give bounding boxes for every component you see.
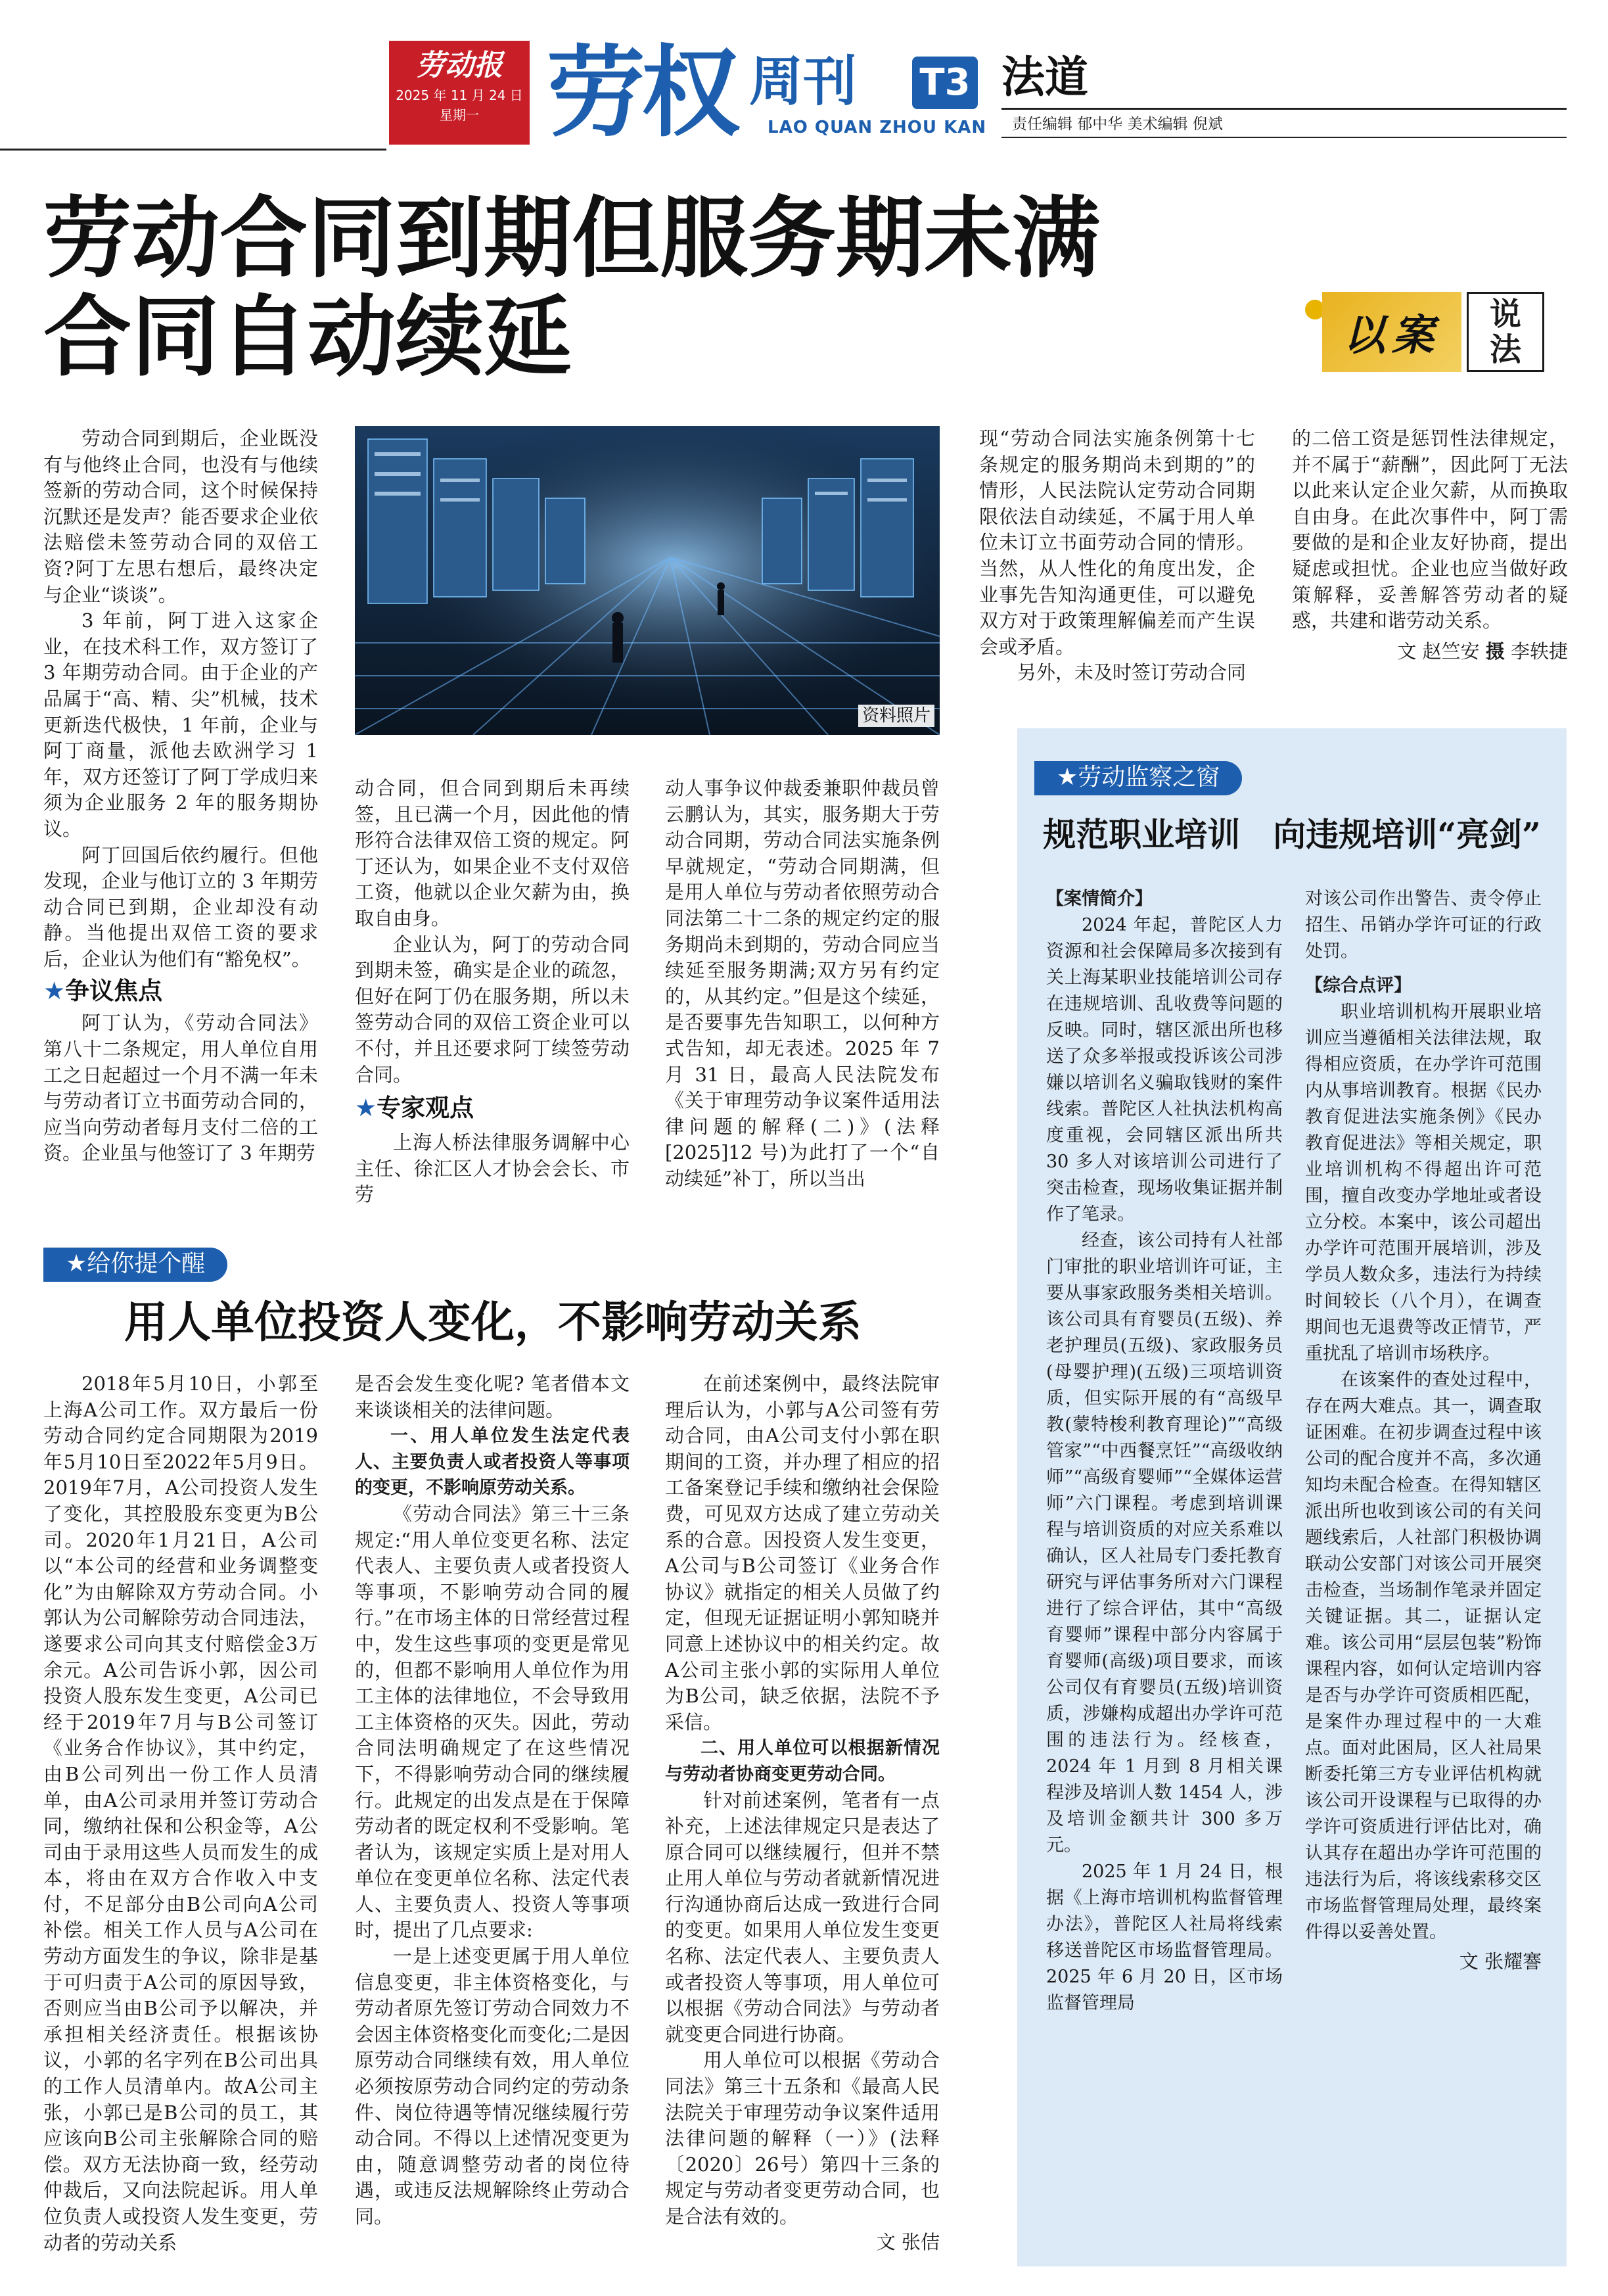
byline-photographer: 李轶捷 <box>1510 640 1568 663</box>
person-silhouette <box>612 623 623 663</box>
labor-paragraph: 在该案件的查处过程中，存在两大难点。其一，调查取证困难。在初步调查过程中该公司的配合度并不高，多次通知均未配合检查。在得知辖区派出所也收到该公司的有关问题线索后，人社部门积极协调联动公安部门对该公司开展突击检查，当场制作笔录并固定关键证据。其二，证据认定难。该公司用“层层包装”粉饰课程内容，如何认定培训内容是否与办学许可资质相匹配，是案件办理过程中的一大难点。面对此困局，区人社局果断委托第三方专业评估机构就该公司开设课程与已取得的办学许可资质进行评估比对，确认其存在超出办学许可范围的违法行为后，将该线索移交区市场监督管理局处理，最终案件得以妥善处置。 <box>1305 1370 1542 1942</box>
reminder-paragraph: 针对前述案例，笔者有一点补充，上述法律规定只是表达了原合同可以继续履行，但并不禁止用人单位与劳动者就新情况进行沟通协商后达成一致进行合同的变更。如果用人单位发生变更名称、法定代表人、主要负责人或者投资人等事项，用人单位可以根据《劳动合同法》与劳动者就变更合同进行协商。 <box>665 1789 940 2046</box>
lead-col-5 <box>1292 426 1568 665</box>
star-icon: ★ <box>43 977 66 1006</box>
lead-headline-line2: 合同自动续延 <box>43 286 572 388</box>
labor-byline: 文 张耀謇 <box>1459 1950 1542 1973</box>
section-name: 法道 <box>1001 52 1088 103</box>
lead-paragraph: 企业认为，阿丁的劳动合同到期未签，确实是企业的疏忽，但好在阿丁仍在服务期，所以未签劳动合同的双倍工资企业可以不付，并且还要求阿丁续签劳动合同。 <box>355 933 630 1086</box>
labor-paragraph: 对该公司作出警告、责令停止招生、吊销办学许可证的行政处罚。 <box>1305 889 1542 962</box>
header-rule-left <box>0 149 386 151</box>
reminder-tag: ★给你提个醒 <box>43 1248 227 1282</box>
lead-byline <box>1292 638 1568 665</box>
lead-paragraph: 3 年前，阿丁进入这家企业，在技术科工作，双方签订了 3 年期劳动合同。由于企业的产品属于“高、精、尖”机械，技术更新迭代极快，1 年前，企业与阿丁商量，派他去欧洲学习 1 年，双方还签订了阿丁学成归来须为企业服务 2 年的服务期协议。 <box>43 609 325 840</box>
masthead <box>0 0 1608 158</box>
brand-main: 劳权 <box>547 36 737 151</box>
edition-badge: T3 <box>912 57 978 109</box>
lead-col-1 <box>43 426 325 1167</box>
labor-paragraph: 2025 年 1 月 24 日，根据《上海市培训机构监督管理办法》，普陀区人社局将线索移送普陀区市场监督管理局。2025 年 6 月 20 日，区市场监督管理局 <box>1046 1862 1283 2013</box>
badge-text: 说法 <box>1489 296 1521 368</box>
reminder-subheading: 一、用人单位发生法定代表人、主要负责人或者投资人等事项的变更，不影响原劳动关系。 <box>355 1426 630 1499</box>
labor-box-tag: ★劳动监察之窗 <box>1034 761 1242 795</box>
byline-writer: 文 赵竺安 <box>1397 640 1480 663</box>
reminder-paragraph: 一是上述变更属于用人单位信息变更，非主体资格变化，与劳动者原先签订劳动合同效力不会因主体资格变化而变化;二是因原劳动合同继续有效，用人单位必须按原劳动合同约定的劳动条件、岗位待遇等情况继续履行劳动合同。不得以上述情况变更为由，随意调整劳动者的岗位待遇，或违反法规解除终止劳动合同。 <box>355 1945 630 2228</box>
case-label: 【案情简介】 <box>1046 889 1153 909</box>
editors-credit: 责任编辑 郁中华 美术编辑 倪斌 <box>1012 116 1223 133</box>
badge-text-box <box>1467 292 1544 372</box>
heading-focus <box>43 975 318 1008</box>
lead-paragraph: 的二倍工资是惩罚性法律规定，并不属于“薪酬”，因此阿丁无法以此来认定企业欠薪，从而换取自由身。在此次事件中，阿丁需要做的是和企业友好协商，提出疑虑或担忧。企业也应当做好政策解释，妥善解答劳动者的疑惑，共建和谐劳动关系。 <box>1292 427 1568 632</box>
lead-col-4 <box>979 426 1255 686</box>
labor-paragraph: 经查，该公司持有人社部门审批的职业培训许可证，主要从事家政服务类相关培训。该公司具有育婴员(五级)、养老护理员(五级)、家政服务员(母婴护理)(五级)三项培训资质，但实际开展的有“高级早教(蒙特梭利教育理论)”“高级管家”“中西餐烹饪”“高级收纳师”“高级育婴师”“全媒体运营师”六门课程。考虑到培训课程与培训资质的对应关系难以确认，区人社局专门委托教育研究与评估事务所对六门课程进行了综合评估，其中“高级育婴师”课程中部分内容属于育婴师(高级)项目要求，而该公司仅有育婴员(五级)培训资质，涉嫌构成超出办学许可范围的违法行为。经核查，2024 年 1 月到 8 月相关课程涉及培训人数 1454 人，涉及培训金额共计 300 多万元。 <box>1046 1230 1283 1856</box>
reminder-col-1 <box>43 1371 318 2256</box>
reminder-byline: 文 张佶 <box>876 2230 940 2253</box>
labor-box <box>1017 728 1567 2266</box>
byline-photo-label: 摄 <box>1485 640 1505 663</box>
labor-box-col-right <box>1305 886 1542 1975</box>
lead-paragraph: 阿丁回国后依约履行。但他发现，企业与他订立的 3 年期劳动合同已到期，企业却没有动静。当他提出双倍工资的要求后，企业认为他们有“豁免权”。 <box>43 843 318 970</box>
newspaper-logo <box>389 41 530 145</box>
reminder-col-3 <box>665 1371 940 2255</box>
lead-col-2 <box>355 776 630 1208</box>
labor-box-col-left <box>1046 886 1289 2017</box>
lead-paragraph: 上海人桥法律服务调解中心主任、徐汇区人才协会会长、市劳 <box>355 1131 630 1206</box>
column-badge <box>1305 283 1548 381</box>
labor-box-title: 规范职业培训 向违规培训“亮剑” <box>1043 815 1541 854</box>
data-center-illustration <box>355 426 940 735</box>
reminder-paragraph: 用人单位可以根据《劳动合同法》第三十五条和《最高人民法院关于审理劳动争议案件适用法律问题的解释（一）》(法释〔2020〕26号）第四十三条的规定与劳动者变更劳动合同，也是合法有效的。 <box>665 2049 940 2228</box>
labor-paragraph: 2024 年起，普陀区人力资源和社会保障局多次接到有关上海某职业技能培训公司存在违规培训、乱收费等问题的反映。同时，辖区派出所也移送了众多举报或投诉该公司涉嫌以培训名义骗取钱财的案件线索。普陀区人社执法机构高度重视，会同辖区派出所共 30 多人对该培训公司进行了突击检查，现场收集证据并制作了笔录。 <box>1046 915 1289 1225</box>
lead-paragraph: 现“劳动合同法实施条例第十七条规定的服务期尚未到期的”的情形，人民法院认定劳动合同期限依法自动续延，不属于用人单位未订立书面劳动合同的情形。当然，从人性化的角度出发，企业事先告知沟通更佳，可以避免双方对于政策理解偏差而产生误会或矛盾。 <box>979 427 1255 658</box>
reminder-subheading: 二、用人单位可以根据新情况与劳动者协商变更劳动合同。 <box>665 1738 940 1785</box>
heading-focus-text: 争议焦点 <box>65 977 163 1006</box>
lead-photo <box>355 426 940 735</box>
star-icon: ★ <box>355 1094 377 1123</box>
reminder-title: 用人单位投资人变化，不影响劳动关系 <box>124 1296 861 1347</box>
lead-paragraph: 另外，未及时签订劳动合同 <box>1017 661 1247 684</box>
badge-calligraphy-text: 以案 <box>1343 311 1440 360</box>
reminder-paragraph: 《劳动合同法》第三十三条规定:“用人单位变更名称、法定代表人、主要负责人或者投资人等事项，不影响劳动合同的履行。”在市场主体的日常经营过程中，发生这些事项的变更是常见的，但都不影响用人单位作为用工主体的法律地位，不会导致用工主体资格的灭失。因此，劳动合同法明确规定了在这些情况下，不得影响劳动合同的继续履行。此规定的出发点是在于保障劳动者的既定权利不受影响。笔者认为，该规定实质上是对用人单位在变更单位名称、法定代表人、主要负责人、投资人等事项时，提出了几点要求: <box>355 1502 630 1942</box>
issue-weekday: 星期一 <box>440 107 479 123</box>
reminder-col-2 <box>355 1371 630 2230</box>
brand-weekly: 周刊 <box>749 51 858 113</box>
reminder-paragraph: 2018年5月10日，小郭至上海A公司工作。双方最后一份劳动合同约定合同期限为2019年5月10日至2022年5月9日。2019年7月，A公司投资人发生了变化，其控股股东变更为B公司。2020年1月21日，A公司以“本公司的经营和业务调整变化”为由解除双方劳动合同。小郭认为公司解除劳动合同违法，遂要求公司向其支付赔偿金3万余元。A公司告诉小郭，因公司投资人股东发生变更，A公司已经于2019年7月与B公司签订《业务合作协议》，其中约定，由B公司列出一份工作人员清单，由A公司录用并签订劳动合同，缴纳社保和公积金等，A公司由于录用这些人员而发生的成本，将由在双方合作收入中支付，不足部分由B公司向A公司补偿。相关工作人员与A公司在劳动方面发生的争议，除非是基于可归责于A公司的原因导致，否则应当由B公司予以解决，并承担相关经济责任。根据该协议，小郭的名字列在B公司出具的工作人员清单内。故A公司主张，小郭已是B公司的员工，其应该向B公司主张解除合同的赔偿。双方无法协商一致，经劳动仲裁后，又向法院起诉。用人单位负责人或投资人发生变更，劳动者的劳动关系 <box>43 1372 318 2254</box>
header-rule-right <box>1001 108 1567 110</box>
lead-col-3 <box>665 776 946 1192</box>
issue-date: 2025 年 11 月 24 日 <box>396 87 523 103</box>
lead-paragraph: 劳动合同到期后，企业既没有与他终止合同，也没有与他续签新的劳动合同，这个时候保持沉默还是发声？能否要求企业依法赔偿未签劳动合同的双倍工资?阿丁左思右想后，最终决定与企业“谈谈”。 <box>43 427 318 606</box>
photo-caption: 资料照片 <box>858 705 934 727</box>
logo-text: 劳动报 <box>416 49 503 82</box>
heading-expert-text: 专家观点 <box>377 1094 474 1123</box>
comment-label: 【综合点评】 <box>1305 975 1412 996</box>
lead-headline-line1: 劳动合同到期但服务期未满 <box>43 187 1101 290</box>
lead-paragraph: 动人事争议仲裁委兼职仲裁员曾云鹏认为，其实，服务期大于劳动合同期，劳动合同法实施条例早就规定，“劳动合同期满，但是用人单位与劳动者依照劳动合同法第二十二条的规定约定的服务期尚未到期的，劳动合同应当续延至服务期满;双方另有约定的，从其约定。”但是这个续延，是否要事先告知职工，以何种方式告知，却无表述。2025 年 7 月 31 日，最高人民法院发布《关于审理劳动争议案件适用法律问题的解释(二)》(法释[2025]12 号)为此打了一个“自动续延”补丁，所以当出 <box>665 777 946 1190</box>
lead-paragraph: 阿丁认为，《劳动合同法》第八十二条规定，用人单位自用工之日起超过一个月不满一年未与劳动者订立书面劳动合同的，应当向劳动者每月支付二倍的工资。企业虽与他签订了 3 年期劳 <box>43 1012 318 1165</box>
labor-paragraph: 职业培训机构开展职业培训应当遵循相关法律法规，取得相应资质，在办学许可范围内从事培训教育。根据《民办教育促进法实施条例》《民办教育促进法》等相关规定，职业培训机构不得超出许可范围，擅自改变办学地址或者设立分校。本案中，该公司超出办学许可范围开展培训，涉及学员人数众多，违法行为持续时间较长（八个月），在调查期间也无退费等改正情节，严重扰乱了培训市场秩序。 <box>1305 1002 1542 1364</box>
heading-expert <box>355 1092 630 1125</box>
reminder-paragraph: 是否会发生变化呢? 笔者借本文来谈谈相关的法律问题。 <box>355 1372 630 1421</box>
lead-paragraph: 动合同，但合同到期后未再续签，且已满一个月，因此他的情形符合法律双倍工资的规定。阿丁还认为，如果企业不支付双倍工资，他就以企业欠薪为由，换取自由身。 <box>355 777 630 929</box>
badge-calligraphy <box>1322 292 1461 372</box>
header-rule-right-bottom <box>1001 137 1567 138</box>
reminder-paragraph: 在前述案例中，最终法院审理后认为，小郭与A公司签有劳动合同，由A公司支付小郭在职期间的工资，并办理了相应的招工备案登记手续和缴纳社会保险费，可见双方达成了建立劳动关系的合意。因投资人发生变更，A公司与B公司签订《业务合作协议》就指定的相关人员做了约定，但现无证据证明小郭知晓并同意上述协议中的相关约定。故A公司主张小郭的实际用人单位为B公司，缺乏依据，法院不予采信。 <box>665 1372 940 1733</box>
brand-pinyin: LAO QUAN ZHOU KAN <box>768 118 987 137</box>
